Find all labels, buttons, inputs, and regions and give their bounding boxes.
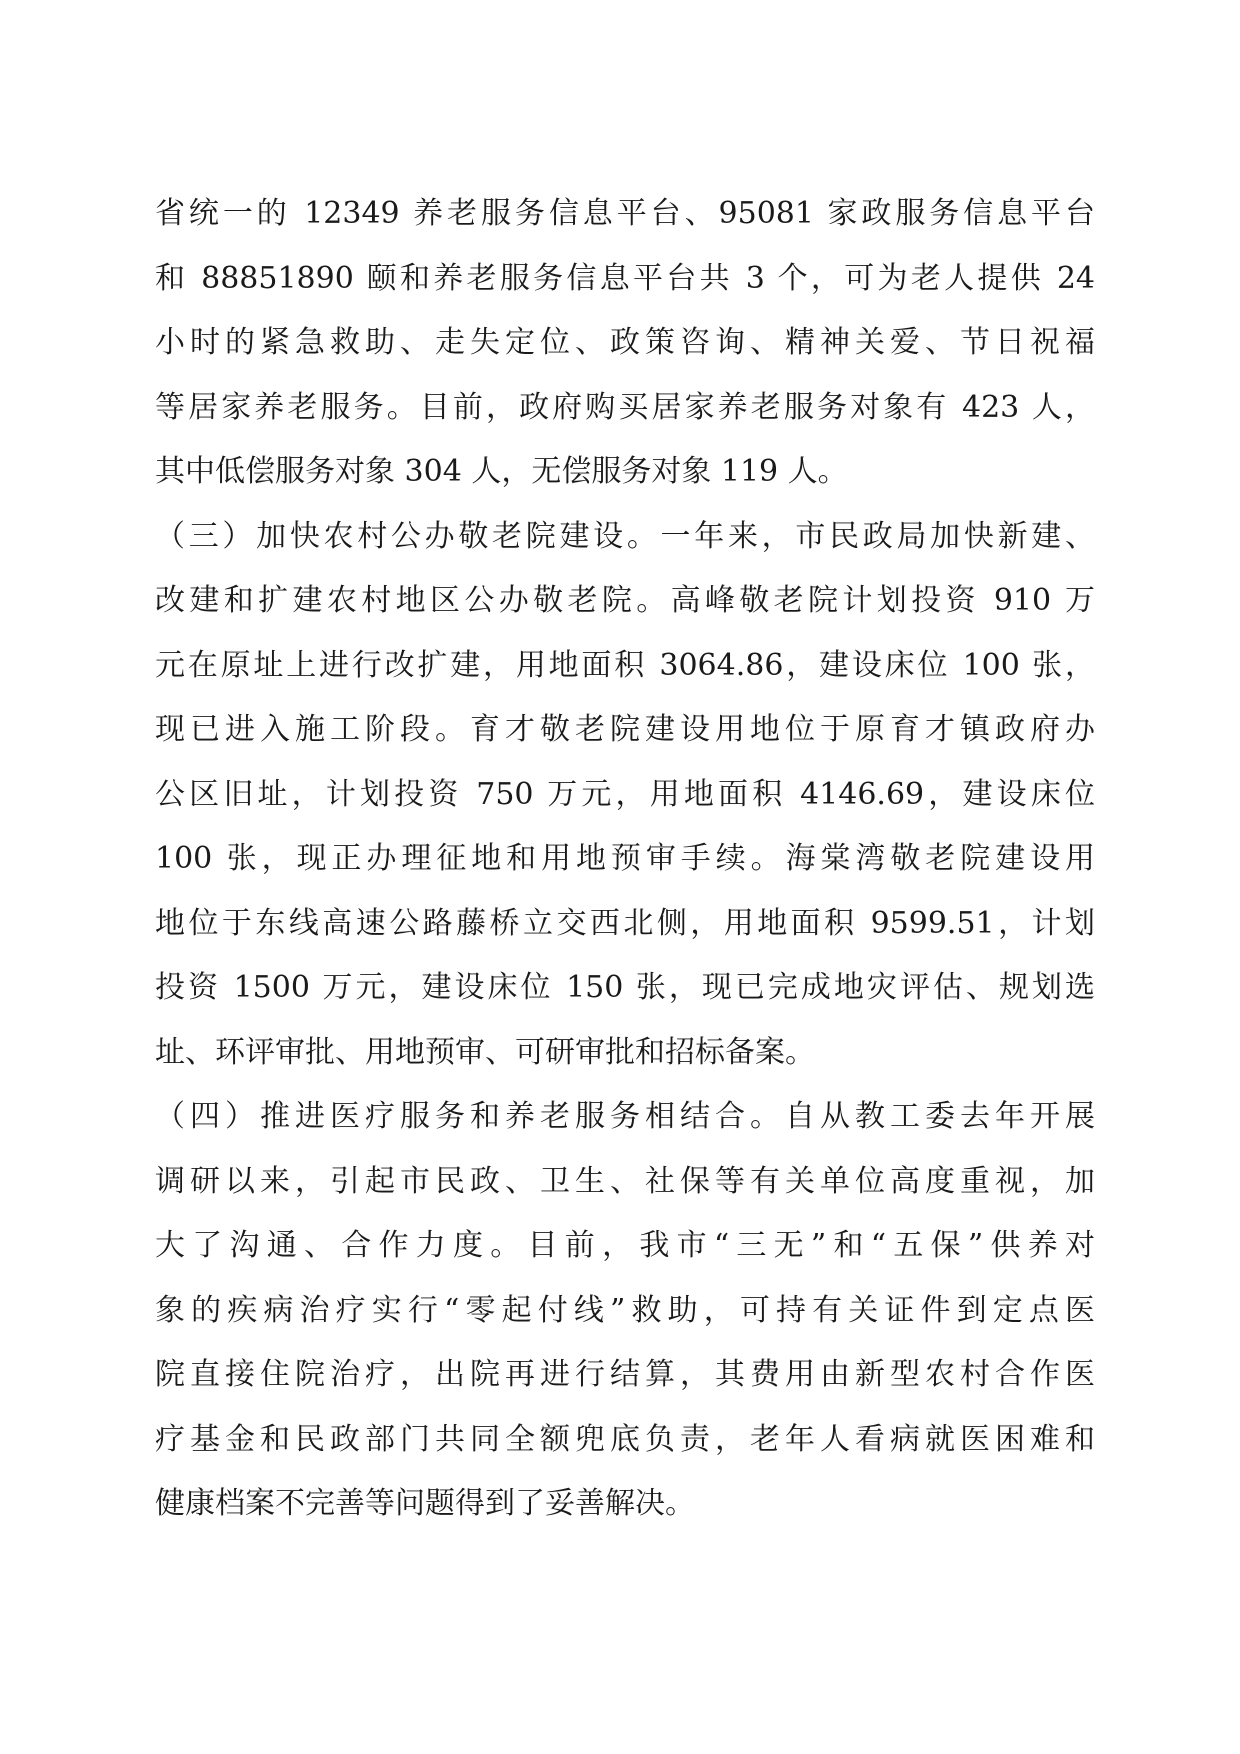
text-line: 疗基金和民政部门共同全额兜底负责，老年人看病就医困难和 (155, 1421, 1095, 1457)
text-line: 小时的紧急救助、走失定位、政策咨询、精神关爱、节日祝福 (155, 325, 1095, 360)
document-body (155, 182, 1095, 1537)
text-line: （四）推进医疗服务和养老服务相结合。自从教工委去年开展 (155, 1099, 1095, 1134)
text-line: 公区旧址，计划投资 750 万元，用地面积 4146.69，建设床位 (155, 776, 1095, 812)
text-line: 其中低偿服务对象 304 人，无偿服务对象 119 人。 (155, 454, 848, 489)
text-line: 大了沟通、合作力度。目前，我市“三无”和“五保”供养对 (155, 1228, 1095, 1263)
text-line: 100 张，现正办理征地和用地预审手续。海棠湾敬老院建设用 (155, 841, 1095, 876)
text-line: 等居家养老服务。目前，政府购买居家养老服务对象有 423 人， (155, 389, 1095, 425)
text-line: 和 88851890 颐和养老服务信息平台共 3 个，可为老人提供 24 (155, 260, 1095, 296)
text-line: 象的疾病治疗实行“零起付线”救助，可持有关证件到定点医 (155, 1292, 1095, 1328)
text-line: 现已进入施工阶段。育才敬老院建设用地位于原育才镇政府办 (155, 712, 1095, 747)
text-line: 元在原址上进行改扩建，用地面积 3064.86，建设床位 100 张， (155, 647, 1095, 683)
text-line: 址、环评审批、用地预审、可研审批和招标备案。 (155, 1034, 815, 1070)
text-line: 省统一的 12349 养老服务信息平台、95081 家政服务信息平台 (155, 196, 1095, 231)
text-line: 投资 1500 万元，建设床位 150 张，现已完成地灾评估、规划选 (155, 970, 1095, 1005)
text-line: （三）加快农村公办敬老院建设。一年来，市民政局加快新建、 (155, 518, 1095, 554)
text-line: 院直接住院治疗，出院再进行结算，其费用由新型农村合作医 (155, 1357, 1095, 1392)
text-line: 地位于东线高速公路藤桥立交西北侧，用地面积 9599.51，计划 (155, 905, 1095, 941)
text-line: 健康档案不完善等问题得到了妥善解决。 (155, 1486, 695, 1521)
text-line: 调研以来，引起市民政、卫生、社保等有关单位高度重视，加 (155, 1163, 1095, 1199)
text-line: 改建和扩建农村地区公办敬老院。高峰敬老院计划投资 910 万 (155, 583, 1095, 618)
